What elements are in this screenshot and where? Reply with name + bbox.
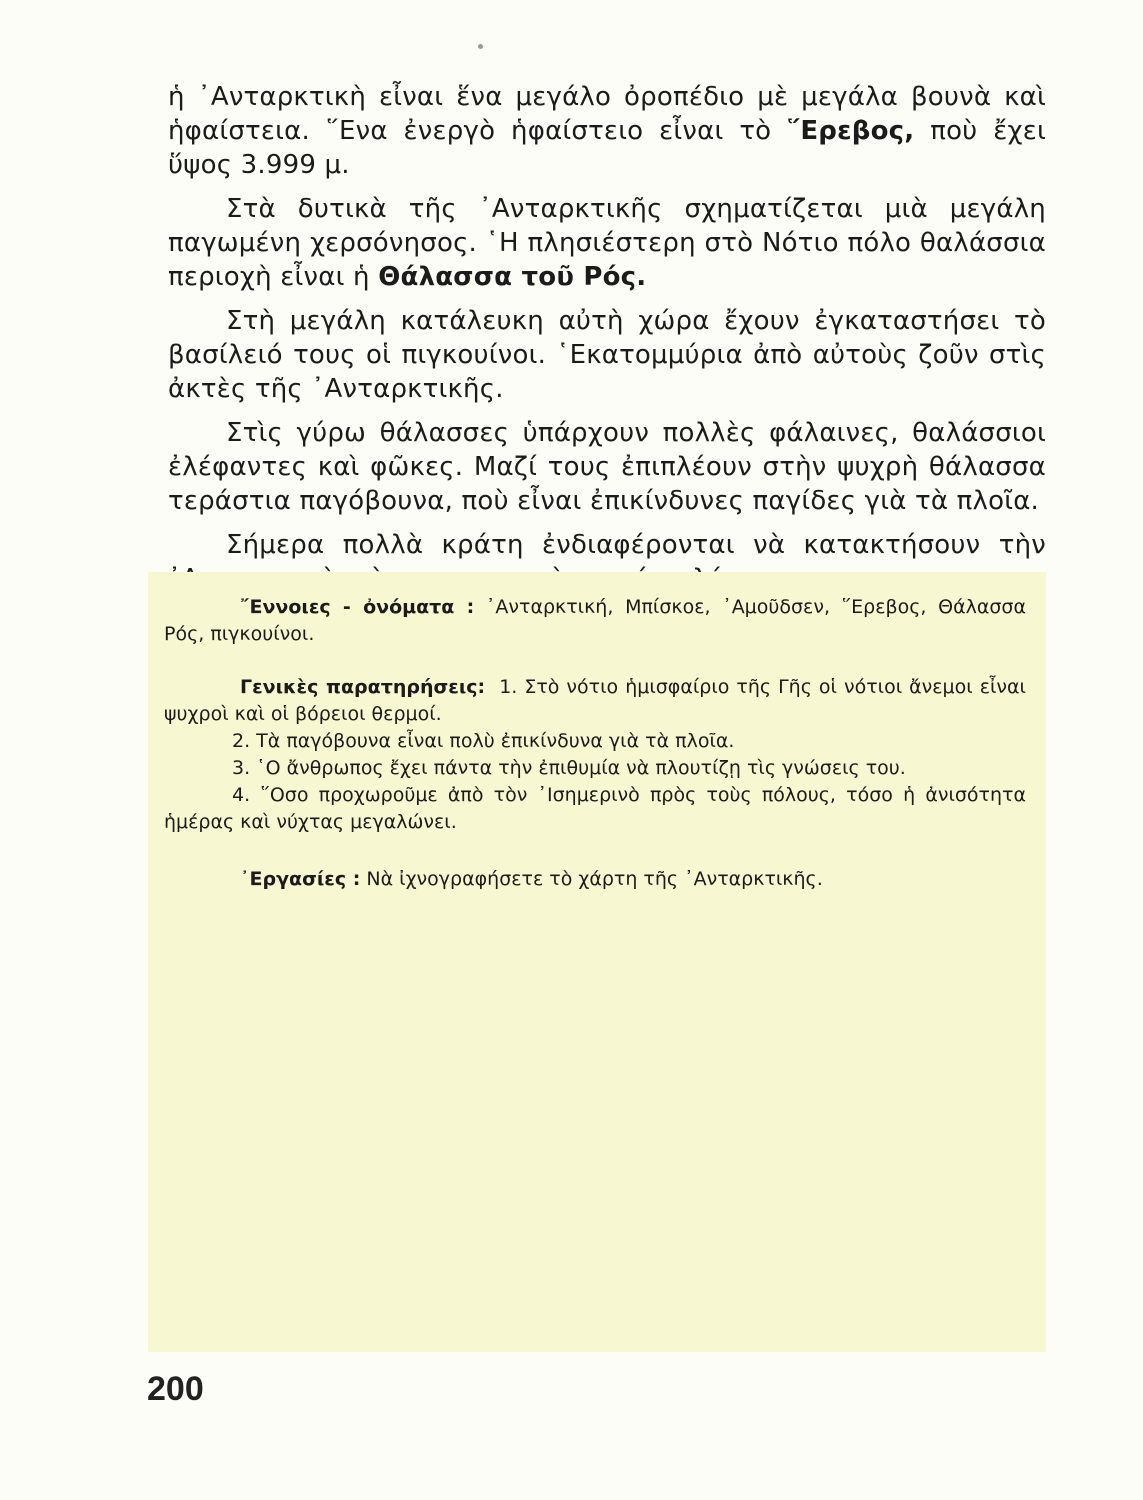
main-text — [168, 80, 1046, 606]
remark-4: 4. ῞Οσο προχωροῦμε ἀπὸ τὸν ᾽Ισημερινὸ πρὸς τοὺς πόλους, τόσο ἡ ἀνισότητα ἡμέρας καὶ νύχτας μεγαλώνει. — [164, 784, 1026, 833]
paragraph-erebus — [168, 80, 1046, 182]
remarks-line — [164, 674, 1026, 728]
remark-3: 3. ῾Ο ἄνθρωπος ἔχει πάντα τὴν ἐπιθυμία νὰ πλουτίζῃ τὶς γνώσεις του. — [232, 757, 906, 779]
concepts-text: ᾽Ανταρκτική, Μπίσκοε, ᾽Αμοῦδσεν, ῞Ερεβος, Θάλασσα Ρός, πιγκουίνοι. — [164, 596, 1026, 645]
tasks-label: ᾽Εργασίες : — [240, 868, 361, 890]
page-number: 200 — [147, 1370, 204, 1408]
speck-mark — [478, 44, 483, 49]
summary-content — [164, 594, 1026, 893]
concepts-line — [164, 594, 1026, 648]
paragraph-strategic: Σήμερα πολλὰ κράτη ἐνδιαφέρονται νὰ κατακτήσουν τὴν — [226, 530, 1046, 560]
ross-sea-term: Θάλασσα τοῦ Ρός. — [378, 262, 647, 292]
remark-1: 1. Στὸ νότιο ἡμισφαίριο τῆς Γῆς οἱ νότιοι ἄνεμοι εἶναι ψυχροὶ καὶ οἱ βόρειοι θερμοί. — [164, 676, 1026, 725]
paragraph-erebus-end: ποὺ ἔχει ὕψος 3.999 μ. — [168, 116, 1046, 180]
remark-2: 2. Τὰ παγόβουνα εἶναι πολὺ ἐπικίνδυνα γιὰ τὰ πλοῖα. — [232, 730, 735, 752]
concepts-label: ῎Εννοιες - ὀνόματα : — [240, 596, 475, 618]
tasks-text: Νὰ ἰχνογραφήσετε τὸ χάρτη τῆς ᾽Ανταρκτικῆς. — [360, 868, 823, 890]
paragraph-penguins: Στὴ μεγάλη κατάλευκη αὐτὴ χώρα ἔχουν ἐγκαταστήσει τὸ βασίλειό τους οἱ πιγκουίνοι. ῾Εκατομμύρια ἀπὸ αὐτοὺς ζοῦν στὶς ἀκτὲς τῆς ᾽Ανταρκτικῆς. — [168, 306, 1046, 404]
paragraph-ross-sea-start: Στὰ δυτικὰ τῆς ᾽Ανταρκτικῆς σχηματίζεται μιὰ μεγάλη παγωμένη χερσόνησος. ῾Η πλησιέστερη στὸ Νότιο πόλο θαλάσσια περιοχὴ εἶναι ἡ — [168, 194, 1046, 292]
tasks-line — [164, 866, 1026, 893]
erebus-term: ῞Ερεβος, — [787, 116, 915, 146]
remarks-label: Γενικὲς παρατηρήσεις: — [240, 676, 486, 698]
paragraph-erebus-start: ἡ ᾽Ανταρκτικὴ εἶναι ἕνα μεγάλο ὀροπέδιο μὲ μεγάλα βουνὰ καὶ ἡφαίστεια. ῞Ενα ἐνεργὸ ἡφαίστειο εἶναι τὸ — [168, 82, 1046, 146]
summary-box — [148, 572, 1046, 1352]
paragraph-seas: Στὶς γύρω θάλασσες ὑπάρχουν πολλὲς φάλαινες, θαλάσσιοι ἐλέφαντες καὶ φῶκες. Μαζί τους ἐπιπλέουν στὴν ψυχρὴ θάλασσα τεράστια παγόβουνα, ποὺ εἶναι ἐπικίνδυνες παγίδες γιὰ τὰ πλοῖα. — [168, 418, 1046, 516]
paragraph-ross-sea — [168, 192, 1046, 294]
